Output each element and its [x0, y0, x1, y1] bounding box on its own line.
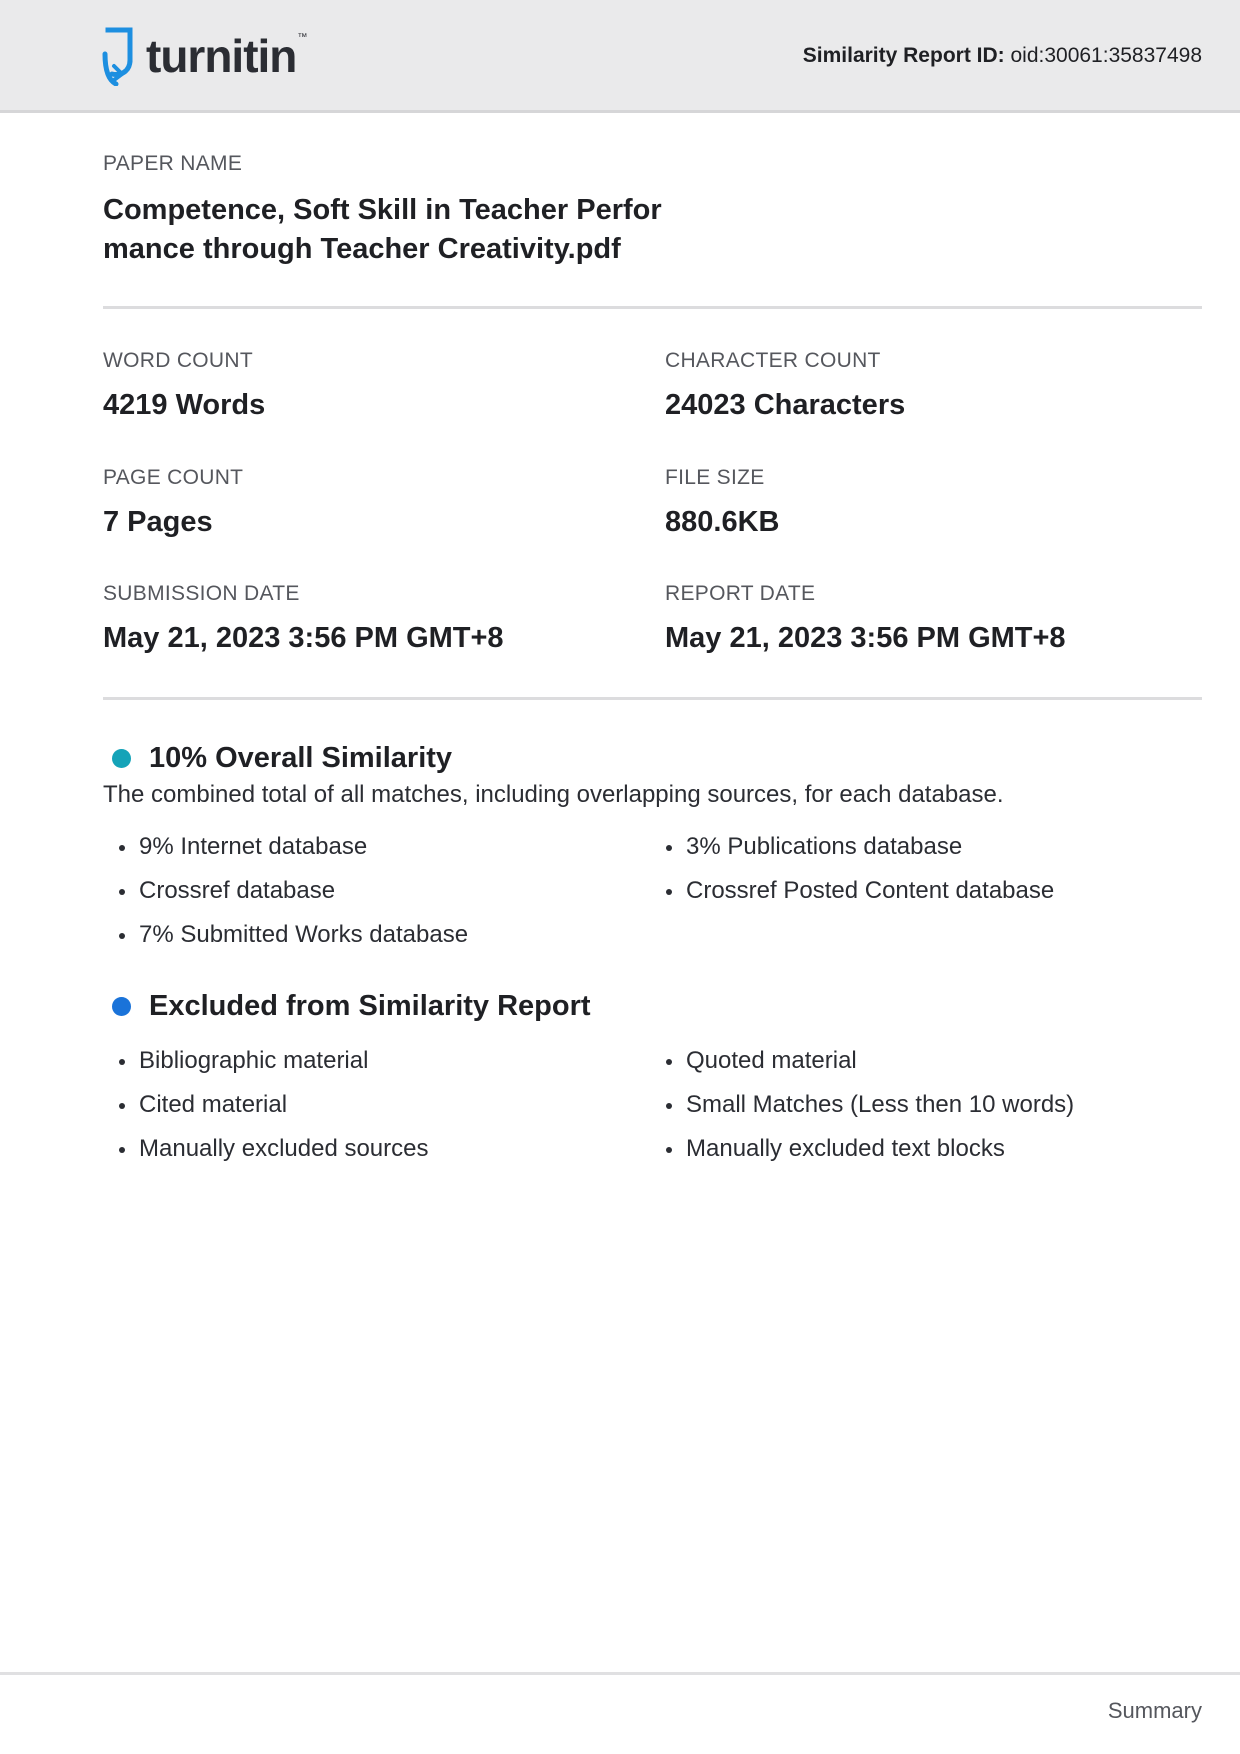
submission-date-label: SUBMISSION DATE — [103, 582, 300, 605]
report-header — [0, 0, 1240, 113]
report-id-label: Similarity Report ID: — [802, 44, 1005, 67]
paper-name-line-1: Competence, Soft Skill in Teacher Perfor — [103, 194, 662, 226]
logo-wordmark: turnitin — [146, 30, 297, 82]
list-item: Crossref Posted Content database — [650, 876, 1054, 920]
excluded-items-right — [650, 1046, 1074, 1178]
paper-name-label: PAPER NAME — [103, 152, 243, 175]
divider — [103, 306, 1202, 309]
logo-trademark: ™ — [297, 32, 308, 43]
paper-name-line-2: mance through Teacher Creativity.pdf — [103, 233, 621, 265]
footer-summary-label: Summary — [1107, 1698, 1202, 1723]
turnitin-logo-icon — [102, 26, 138, 86]
list-item: 7% Submitted Works database — [103, 920, 468, 964]
similarity-description: The combined total of all matches, including overlapping sources, for each database. — [103, 781, 1004, 808]
excluded-heading — [112, 990, 591, 1023]
character-count-label: CHARACTER COUNT — [665, 349, 881, 372]
file-size-value: 880.6KB — [665, 506, 780, 538]
page-count-value: 7 Pages — [103, 506, 213, 538]
footer-divider — [0, 1672, 1240, 1675]
list-item: Bibliographic material — [103, 1046, 429, 1090]
excluded-items-left — [103, 1046, 429, 1178]
word-count-label: WORD COUNT — [103, 349, 253, 372]
list-item: Crossref database — [103, 876, 468, 920]
submission-date-value: May 21, 2023 3:56 PM GMT+8 — [103, 622, 504, 654]
list-item: Small Matches (Less then 10 words) — [650, 1090, 1074, 1134]
word-count-value: 4219 Words — [103, 389, 266, 421]
excluded-dot-icon — [112, 997, 131, 1016]
page-count-label: PAGE COUNT — [103, 466, 244, 489]
list-item: 3% Publications database — [650, 832, 1054, 876]
report-date-label: REPORT DATE — [665, 582, 816, 605]
similarity-report-id — [803, 44, 1202, 68]
overall-similarity-heading — [112, 742, 452, 775]
turnitin-logo — [102, 24, 307, 88]
list-item: Cited material — [103, 1090, 429, 1134]
list-item: Quoted material — [650, 1046, 1074, 1090]
file-size-label: FILE SIZE — [665, 466, 765, 489]
similarity-sources-right — [650, 832, 1054, 920]
similarity-sources-left — [103, 832, 468, 964]
excluded-title: Excluded from Similarity Report — [149, 990, 591, 1022]
list-item: 9% Internet database — [103, 832, 468, 876]
overall-similarity-title: 10% Overall Similarity — [149, 742, 453, 774]
list-item: Manually excluded sources — [103, 1134, 429, 1178]
paper-name — [103, 191, 703, 269]
similarity-dot-icon — [112, 749, 131, 768]
divider — [103, 697, 1202, 700]
report-id-value: oid:30061:35837498 — [1004, 44, 1202, 67]
list-item: Manually excluded text blocks — [650, 1134, 1074, 1178]
character-count-value: 24023 Characters — [665, 389, 906, 421]
report-date-value: May 21, 2023 3:56 PM GMT+8 — [665, 622, 1066, 654]
